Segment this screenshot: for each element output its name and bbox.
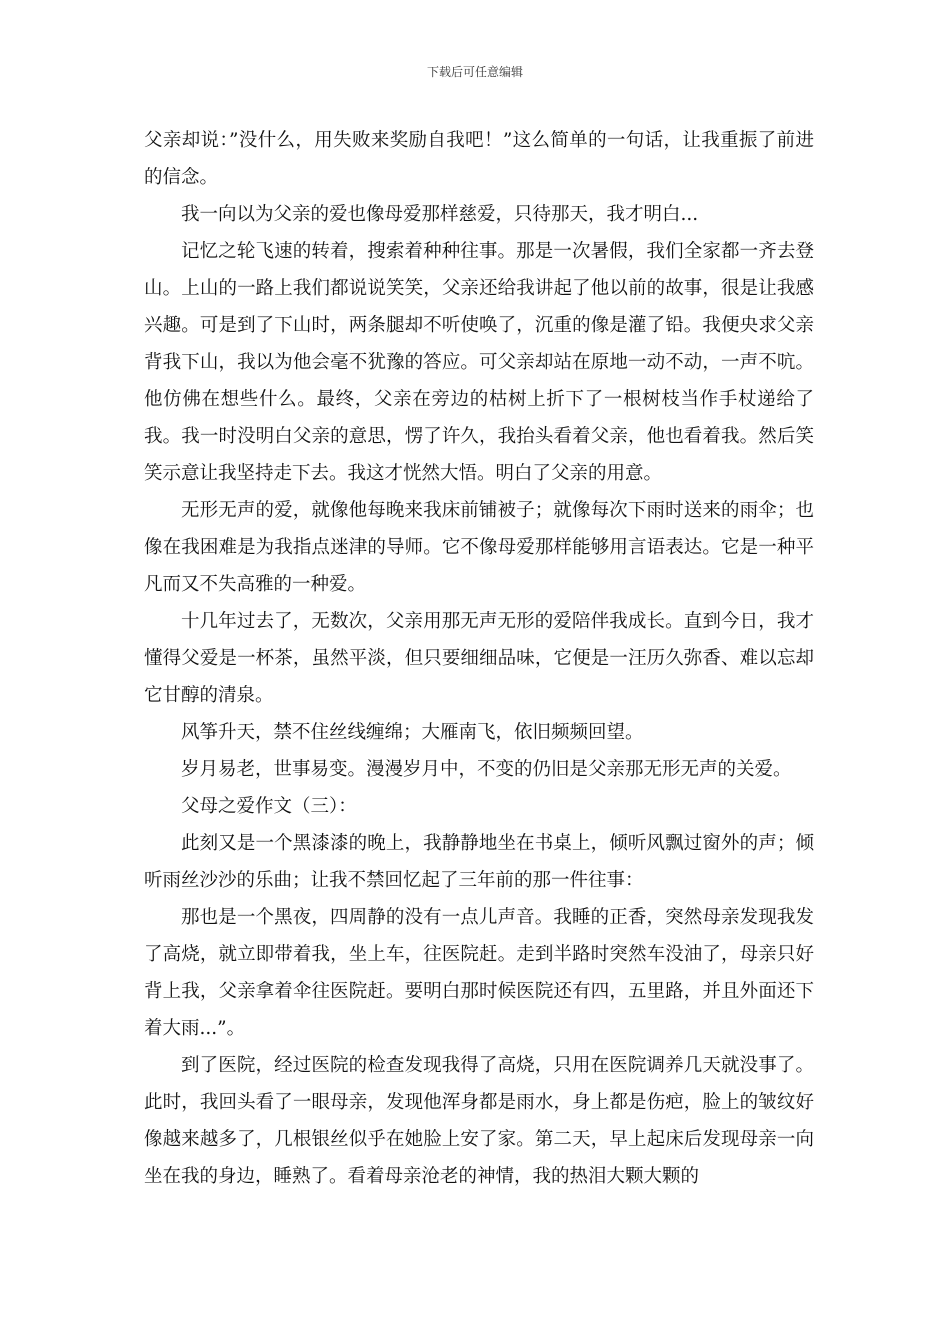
paragraph-3: 记忆之轮飞速的转着，搜索着种种往事。那是一次暑假，我们全家都一齐去登山。上山的一路上我们都说说笑笑，父亲还给我讲起了他以前的故事，很是让我感兴趣。可是到了下山时，两条腿却不听使唤了，沉重的像是灌了铅。我便央求父亲背我下山，我以为他会毫不犹豫的答应。可父亲却站在原地一动不动，一声不吭。他仿佛在想些什么。最终，父亲在旁边的枯树上折下了一根树枝当作手杖递给了我。我一时没明白父亲的意思，愣了许久，我抬头看着父亲，他也看着我。然后笑笑示意让我坚持走下去。我这才恍然大悟。明白了父亲的用意。 — [144, 241, 814, 484]
paragraph-2: 我一向以为父亲的爱也像母爱那样慈爱，只待那天，我才明白... — [181, 204, 699, 225]
paragraph-9: 此刻又是一个黑漆漆的晚上，我静静地坐在书桌上，倾听风飘过窗外的声；倾听雨丝沙沙的乐曲；让我不禁回忆起了三年前的那一件往事： — [144, 833, 814, 891]
paragraph-4: 无形无声的爱，就像他每晚来我床前铺被子；就像每次下雨时送来的雨伞；也像在我困难是为我指点迷津的导师。它不像母爱那样能够用言语表达。它是一种平凡而又不失高雅的一种爱。 — [144, 500, 814, 595]
paragraph-6: 风筝升天，禁不住丝线缠绵；大雁南飞，依旧频频回望。 — [181, 722, 644, 743]
paragraph-5: 十几年过去了，无数次，父亲用那无声无形的爱陪伴我成长。直到今日，我才懂得父爱是一杯茶，虽然平淡，但只要细细品味，它便是一汪历久弥香、难以忘却它甘醇的清泉。 — [144, 611, 814, 706]
paragraph-1: 父亲却说：”没什么，用失败来奖励自我吧！”这么简单的一句话，让我重振了前进的信念。 — [144, 130, 814, 188]
section-heading: 父母之爱作文（三）： — [181, 796, 357, 817]
paragraph-7: 岁月易老，世事易变。漫漫岁月中，不变的仍旧是父亲那无形无声的关爱。 — [181, 759, 792, 780]
paragraph-11: 到了医院，经过医院的检查发现我得了高烧，只用在医院调养几天就没事了。此时，我回头看了一眼母亲，发现他浑身都是雨水，身上都是伤疤，脸上的皱纹好像越来越多了，几根银丝似乎在她脸上安了家。第二天，早上起床后发现母亲一向坐在我的身边，睡熟了。看着母亲沧老的神情，我的热泪大颗大颗的 — [144, 1055, 814, 1187]
page-header-note: 下载后可任意编辑 — [426, 65, 523, 79]
paragraph-10: 那也是一个黑夜，四周静的没有一点儿声音。我睡的正香，突然母亲发现我发了高烧，就立即带着我，坐上车，往医院赶。走到半路时突然车没油了，母亲只好背上我，父亲拿着伞往医院赶。要明白那时候医院还有四，五里路，并且外面还下着大雨...”。 — [144, 907, 814, 1039]
document-body — [144, 122, 814, 1195]
